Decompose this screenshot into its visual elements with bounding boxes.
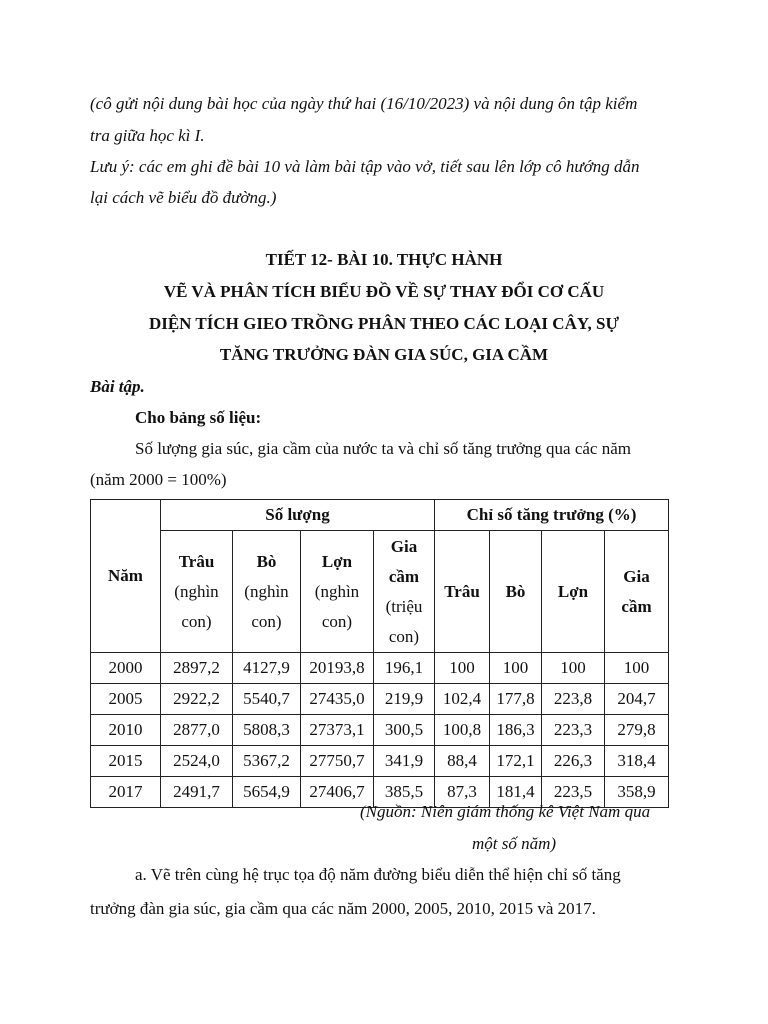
table-cell: 318,4	[605, 746, 669, 777]
table-cell: 181,4	[490, 777, 542, 808]
table-row	[91, 715, 669, 746]
table-cell: 177,8	[490, 684, 542, 715]
table-cell: 88,4	[435, 746, 490, 777]
table-cell-year: 2005	[91, 684, 161, 715]
header-q-poultry-name2: cầm	[388, 566, 420, 586]
livestock-table	[90, 499, 669, 808]
table-cell: 27435,0	[301, 684, 374, 715]
table-caption-2: (năm 2000 = 100%)	[90, 470, 227, 489]
table-cell: 279,8	[605, 715, 669, 746]
table-cell: 223,5	[542, 777, 605, 808]
table-cell: 2922,2	[161, 684, 233, 715]
title-line-4: TĂNG TRƯỞNG ĐÀN GIA SÚC, GIA CẦM	[219, 345, 549, 364]
header-q-cattle-unit2: con)	[251, 611, 282, 631]
table-cell: 5654,9	[233, 777, 301, 808]
header-i-poultry	[605, 531, 669, 653]
header-q-pig	[301, 531, 374, 653]
table-cell-year: 2015	[91, 746, 161, 777]
header-q-poultry	[374, 531, 435, 653]
header-i-poultry-name1: Gia	[623, 566, 650, 586]
table-cell: 204,7	[605, 684, 669, 715]
table-cell: 100	[542, 653, 605, 684]
header-q-pig-unit1: (nghìn	[314, 581, 360, 601]
header-quantity-group: Số lượng	[161, 500, 435, 531]
header-q-cattle-name: Bò	[256, 551, 277, 571]
header-q-poultry-unit1: (triệu	[385, 596, 423, 616]
table-caption-1: Số lượng gia súc, gia cầm của nước ta và chỉ số tăng trưởng qua các năm	[135, 439, 631, 458]
intro-line-3: Lưu ý: các em ghi đề bài 10 và làm bài tập vào vở, tiết sau lên lớp cô hướng dẫn	[90, 157, 640, 176]
title-line-1: TIẾT 12- BÀI 10. THỰC HÀNH	[265, 250, 503, 269]
table-row	[91, 653, 669, 684]
header-year: Năm	[91, 500, 161, 653]
table-cell: 100	[605, 653, 669, 684]
table-cell: 20193,8	[301, 653, 374, 684]
header-row-1	[91, 500, 669, 531]
table-cell: 27406,7	[301, 777, 374, 808]
table-cell: 358,9	[605, 777, 669, 808]
table-cell: 300,5	[374, 715, 435, 746]
header-i-poultry-name2: cầm	[621, 596, 652, 616]
table-row	[91, 684, 669, 715]
header-q-poultry-name1: Gia	[390, 536, 418, 556]
table-cell: 100	[490, 653, 542, 684]
exercise-label: Bài tập.	[90, 377, 145, 396]
table-cell: 2491,7	[161, 777, 233, 808]
table-intro: Cho bảng số liệu:	[135, 408, 262, 427]
task-a-line-1: a. Vẽ trên cùng hệ trục tọa độ năm đường biểu diễn thể hiện chỉ số tăng	[135, 865, 621, 884]
title-line-2: VẼ VÀ PHÂN TÍCH BIỂU ĐỒ VỀ SỰ THAY ĐỔI CƠ CẤU	[163, 282, 605, 301]
header-q-buffalo-name: Trâu	[178, 551, 215, 571]
table-cell: 2897,2	[161, 653, 233, 684]
table-cell: 27373,1	[301, 715, 374, 746]
table-cell: 2524,0	[161, 746, 233, 777]
source-line-2: một số năm)	[472, 834, 557, 853]
header-row-2	[91, 531, 669, 653]
table-cell-year: 2017	[91, 777, 161, 808]
intro-line-1: (cô gửi nội dung bài học của ngày thứ hai (16/10/2023) và nội dung ôn tập kiểm	[90, 94, 638, 113]
table-cell: 223,8	[542, 684, 605, 715]
table-cell: 5808,3	[233, 715, 301, 746]
header-q-pig-unit2: con)	[321, 611, 353, 631]
table-cell: 341,9	[374, 746, 435, 777]
table-cell-year: 2000	[91, 653, 161, 684]
table-cell: 102,4	[435, 684, 490, 715]
table-row	[91, 746, 669, 777]
table-cell: 219,9	[374, 684, 435, 715]
table-cell: 223,3	[542, 715, 605, 746]
header-q-buffalo-unit1: (nghìn	[174, 581, 219, 601]
header-i-cattle: Bò	[490, 531, 542, 653]
table-body	[91, 653, 669, 808]
intro-line-4: lại cách vẽ biểu đồ đường.)	[90, 188, 277, 207]
table-cell: 87,3	[435, 777, 490, 808]
table-cell: 4127,9	[233, 653, 301, 684]
table-cell: 2877,0	[161, 715, 233, 746]
intro-line-2: tra giữa học kì I.	[90, 126, 205, 145]
header-q-buffalo-unit2: con)	[181, 611, 212, 631]
header-i-pig: Lợn	[542, 531, 605, 653]
table-cell-year: 2010	[91, 715, 161, 746]
table-cell: 27750,7	[301, 746, 374, 777]
task-a-line-2: trưởng đàn gia súc, gia cầm qua các năm 2000, 2005, 2010, 2015 và 2017.	[90, 899, 596, 918]
table-cell: 226,3	[542, 746, 605, 777]
header-i-buffalo: Trâu	[435, 531, 490, 653]
header-q-buffalo	[161, 531, 233, 653]
header-q-cattle-unit1: (nghìn	[244, 581, 289, 601]
table-cell: 172,1	[490, 746, 542, 777]
table-cell: 100,8	[435, 715, 490, 746]
table-cell: 100	[435, 653, 490, 684]
table-cell: 5540,7	[233, 684, 301, 715]
table-cell: 196,1	[374, 653, 435, 684]
table-cell: 385,5	[374, 777, 435, 808]
table-cell: 5367,2	[233, 746, 301, 777]
header-q-pig-name: Lợn	[321, 551, 353, 571]
header-q-cattle	[233, 531, 301, 653]
header-q-poultry-unit2: con)	[388, 626, 420, 646]
title-line-3: DIỆN TÍCH GIEO TRỒNG PHÂN THEO CÁC LOẠI CÂY, SỰ	[148, 314, 620, 333]
table-cell: 186,3	[490, 715, 542, 746]
header-index-group: Chỉ số tăng trưởng (%)	[435, 500, 669, 531]
source-line-1: (Nguồn: Niên giám thống kê Việt Nam qua	[360, 802, 651, 821]
